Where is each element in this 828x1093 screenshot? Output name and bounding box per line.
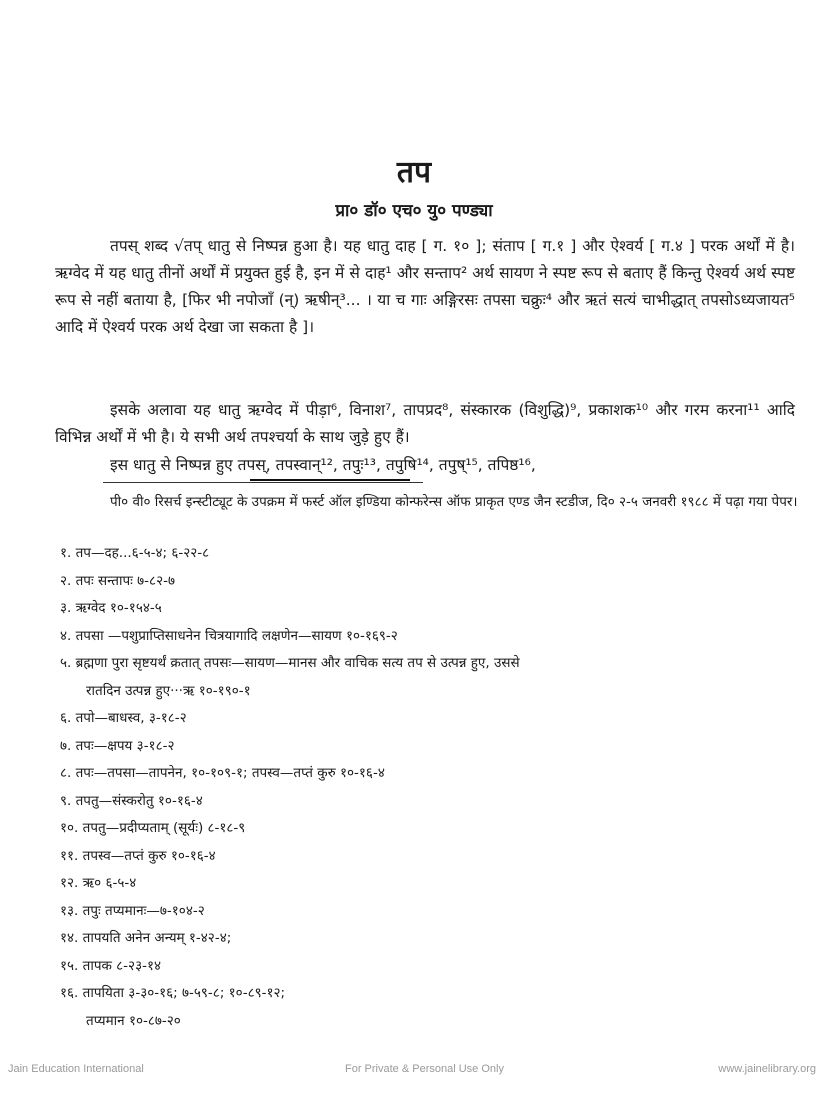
- footnote-number: ४.: [60, 627, 72, 644]
- footnote-item: [60, 650, 820, 705]
- footnote-text: तपतु—संस्करोतु १०-१६-४: [75, 792, 203, 809]
- body-paragraph-1: [55, 233, 795, 341]
- underline-mark: [250, 479, 410, 481]
- footnote-number: १३.: [60, 902, 79, 919]
- footnote-text: तपसा —पशुप्राप्तिसाधनेन चित्रयागादि लक्षणेन—सायण १०-१६९-२: [75, 627, 398, 644]
- footnote-text: तपस्व—तप्तं कुरु १०-१६-४: [82, 847, 216, 864]
- footnote-item: [60, 705, 820, 733]
- footnote-text: ऋ० ६-५-४: [82, 875, 137, 891]
- footnote-item: [60, 925, 820, 953]
- footnote-divider: [103, 482, 423, 483]
- footnote-text: तपः—तपसा—तापनेन, १०-१०९-१; तपस्व—तप्तं कुरु १०-१६-४: [75, 765, 385, 781]
- footnote-item: [60, 815, 820, 843]
- footnote-text: तपुः तप्यमानः—७-१०४-२: [82, 902, 205, 919]
- footnote-item: [60, 595, 820, 623]
- footnote-item: [60, 953, 820, 981]
- footnote-text: ब्रह्मणा पुरा सृष्टयर्थं क्रतात् तपसः—सायण—मानस और वाचिक सत्य तप से उत्पन्न हुए, उससे: [75, 655, 520, 671]
- footer-usage-note: For Private & Personal Use Only: [345, 1063, 504, 1075]
- footer-publisher: Jain Education International: [8, 1063, 144, 1075]
- footnote-text: तपः सन्तापः ७-८२-७: [75, 572, 175, 589]
- footnote-number: ५.: [60, 655, 72, 671]
- footnote-number: १५.: [60, 957, 79, 974]
- footnote-number: १६.: [60, 985, 79, 1001]
- body-paragraph-3: इस धातु से निष्पन्न हुए तपस्, तपस्वान्¹², तपुः¹³, तपुषि¹⁴, तपुष्¹⁵, तपिष्ठ¹⁶,: [110, 456, 536, 474]
- footnote-number: १०.: [60, 820, 79, 836]
- footnote-continuation: तप्यमान १०-८७-२०: [86, 1012, 181, 1029]
- footnote-text: तपः—क्षपय ३-१८-२: [75, 737, 175, 754]
- footnote-number: २.: [60, 572, 72, 589]
- page-title: तप: [396, 155, 432, 190]
- footnote-number: १.: [60, 545, 72, 561]
- footnote-item: [60, 623, 820, 651]
- footnote-text: तपतु—प्रदीप्यताम् (सूर्यः) ८-१८-९: [82, 820, 246, 836]
- footnote-text: तापक ८-२३-१४: [82, 957, 162, 974]
- footnote-intro: पी० वी० रिसर्च इन्स्टीट्यूट के उपक्रम में फर्स्ट ऑल इण्डिया कोन्फरेन्स ऑफ प्राकृत एण्ड जैन स्टडीज, दि० २-५ जनवरी १९८८ में पढ़ा गया पेपर।: [110, 494, 798, 510]
- footnote-number: ९.: [60, 792, 72, 809]
- footnote-number: ८.: [60, 765, 72, 781]
- footnote-number: १२.: [60, 875, 79, 891]
- footnote-text: तपो—बाधस्व, ३-१८-२: [75, 710, 187, 726]
- footnote-number: ३.: [60, 600, 72, 616]
- footer-website-link[interactable]: www.jainelibrary.org: [718, 1063, 816, 1075]
- footnote-item: [60, 760, 820, 788]
- footnotes-list: [60, 540, 820, 1035]
- footnote-item: [60, 870, 820, 898]
- footnote-item: [60, 568, 820, 596]
- footnote-item: [60, 733, 820, 761]
- footnote-item: [60, 540, 820, 568]
- paragraph-text: तपस् शब्द √तप् धातु से निष्पन्न हुआ है। यह धातु दाह [ ग. १० ]; संताप [ ग.१ ] और ऐश्वर्य [ ग.४ ] परक अर्थों में है। ऋग्वेद में यह धातु तीनों अर्थों में प्रयुक्त हुई है, इन में से दाह¹ और सन्ताप² अर्थ सायण ने स्पष्ट रूप से बताए हैं किन्तु ऐश्वर्य अर्थ स्पष्ट रूप से नहीं बताया है, [फिर भी नपोजाँ (न्) ऋषीन्³... । या च गाः अङ्गिरसः तपसा चक्रुः⁴ और ऋतं सत्यं चाभीद्धात् तपसोऽध्यजायत⁵ आदि में ऐश्वर्य परक अर्थ देखा जा सकता है ]।: [55, 237, 795, 336]
- footnote-continuation: रातदिन उत्पन्न हुए···ऋ १०-१९०-१: [86, 682, 251, 699]
- footnote-number: ११.: [60, 847, 79, 864]
- footnote-text: तापयिता ३-३०-१६; ७-५९-८; १०-८९-१२;: [82, 985, 286, 1001]
- paragraph-text: इसके अलावा यह धातु ऋग्वेद में पीड़ा⁶, विनाश⁷, तापप्रद⁸, संस्कारक (विशुद्धि)⁹, प्रकाशक¹⁰ और गरम करना¹¹ आदि विभिन्न अर्थों में भी है। ये सभी अर्थ तपश्चर्या के साथ जुड़े हुए हैं।: [55, 401, 795, 446]
- footnote-item: [60, 898, 820, 926]
- footnote-text: तापयति अनेन अन्यम् १-४२-४;: [82, 930, 232, 946]
- footnote-number: ६.: [60, 710, 72, 726]
- footnote-item: [60, 980, 820, 1035]
- footnote-text: ऋग्वेद १०-१५४-५: [75, 600, 162, 616]
- footnote-number: ७.: [60, 737, 72, 754]
- footnote-item: [60, 788, 820, 816]
- footnote-text: तप—दह...६-५-४; ६-२२-८: [75, 545, 210, 561]
- body-paragraph-2: [55, 397, 795, 451]
- footnote-number: १४.: [60, 930, 79, 946]
- footnote-item: [60, 843, 820, 871]
- author-line: प्रा० डॉ० एच० यु० पण्ड्या: [335, 201, 493, 221]
